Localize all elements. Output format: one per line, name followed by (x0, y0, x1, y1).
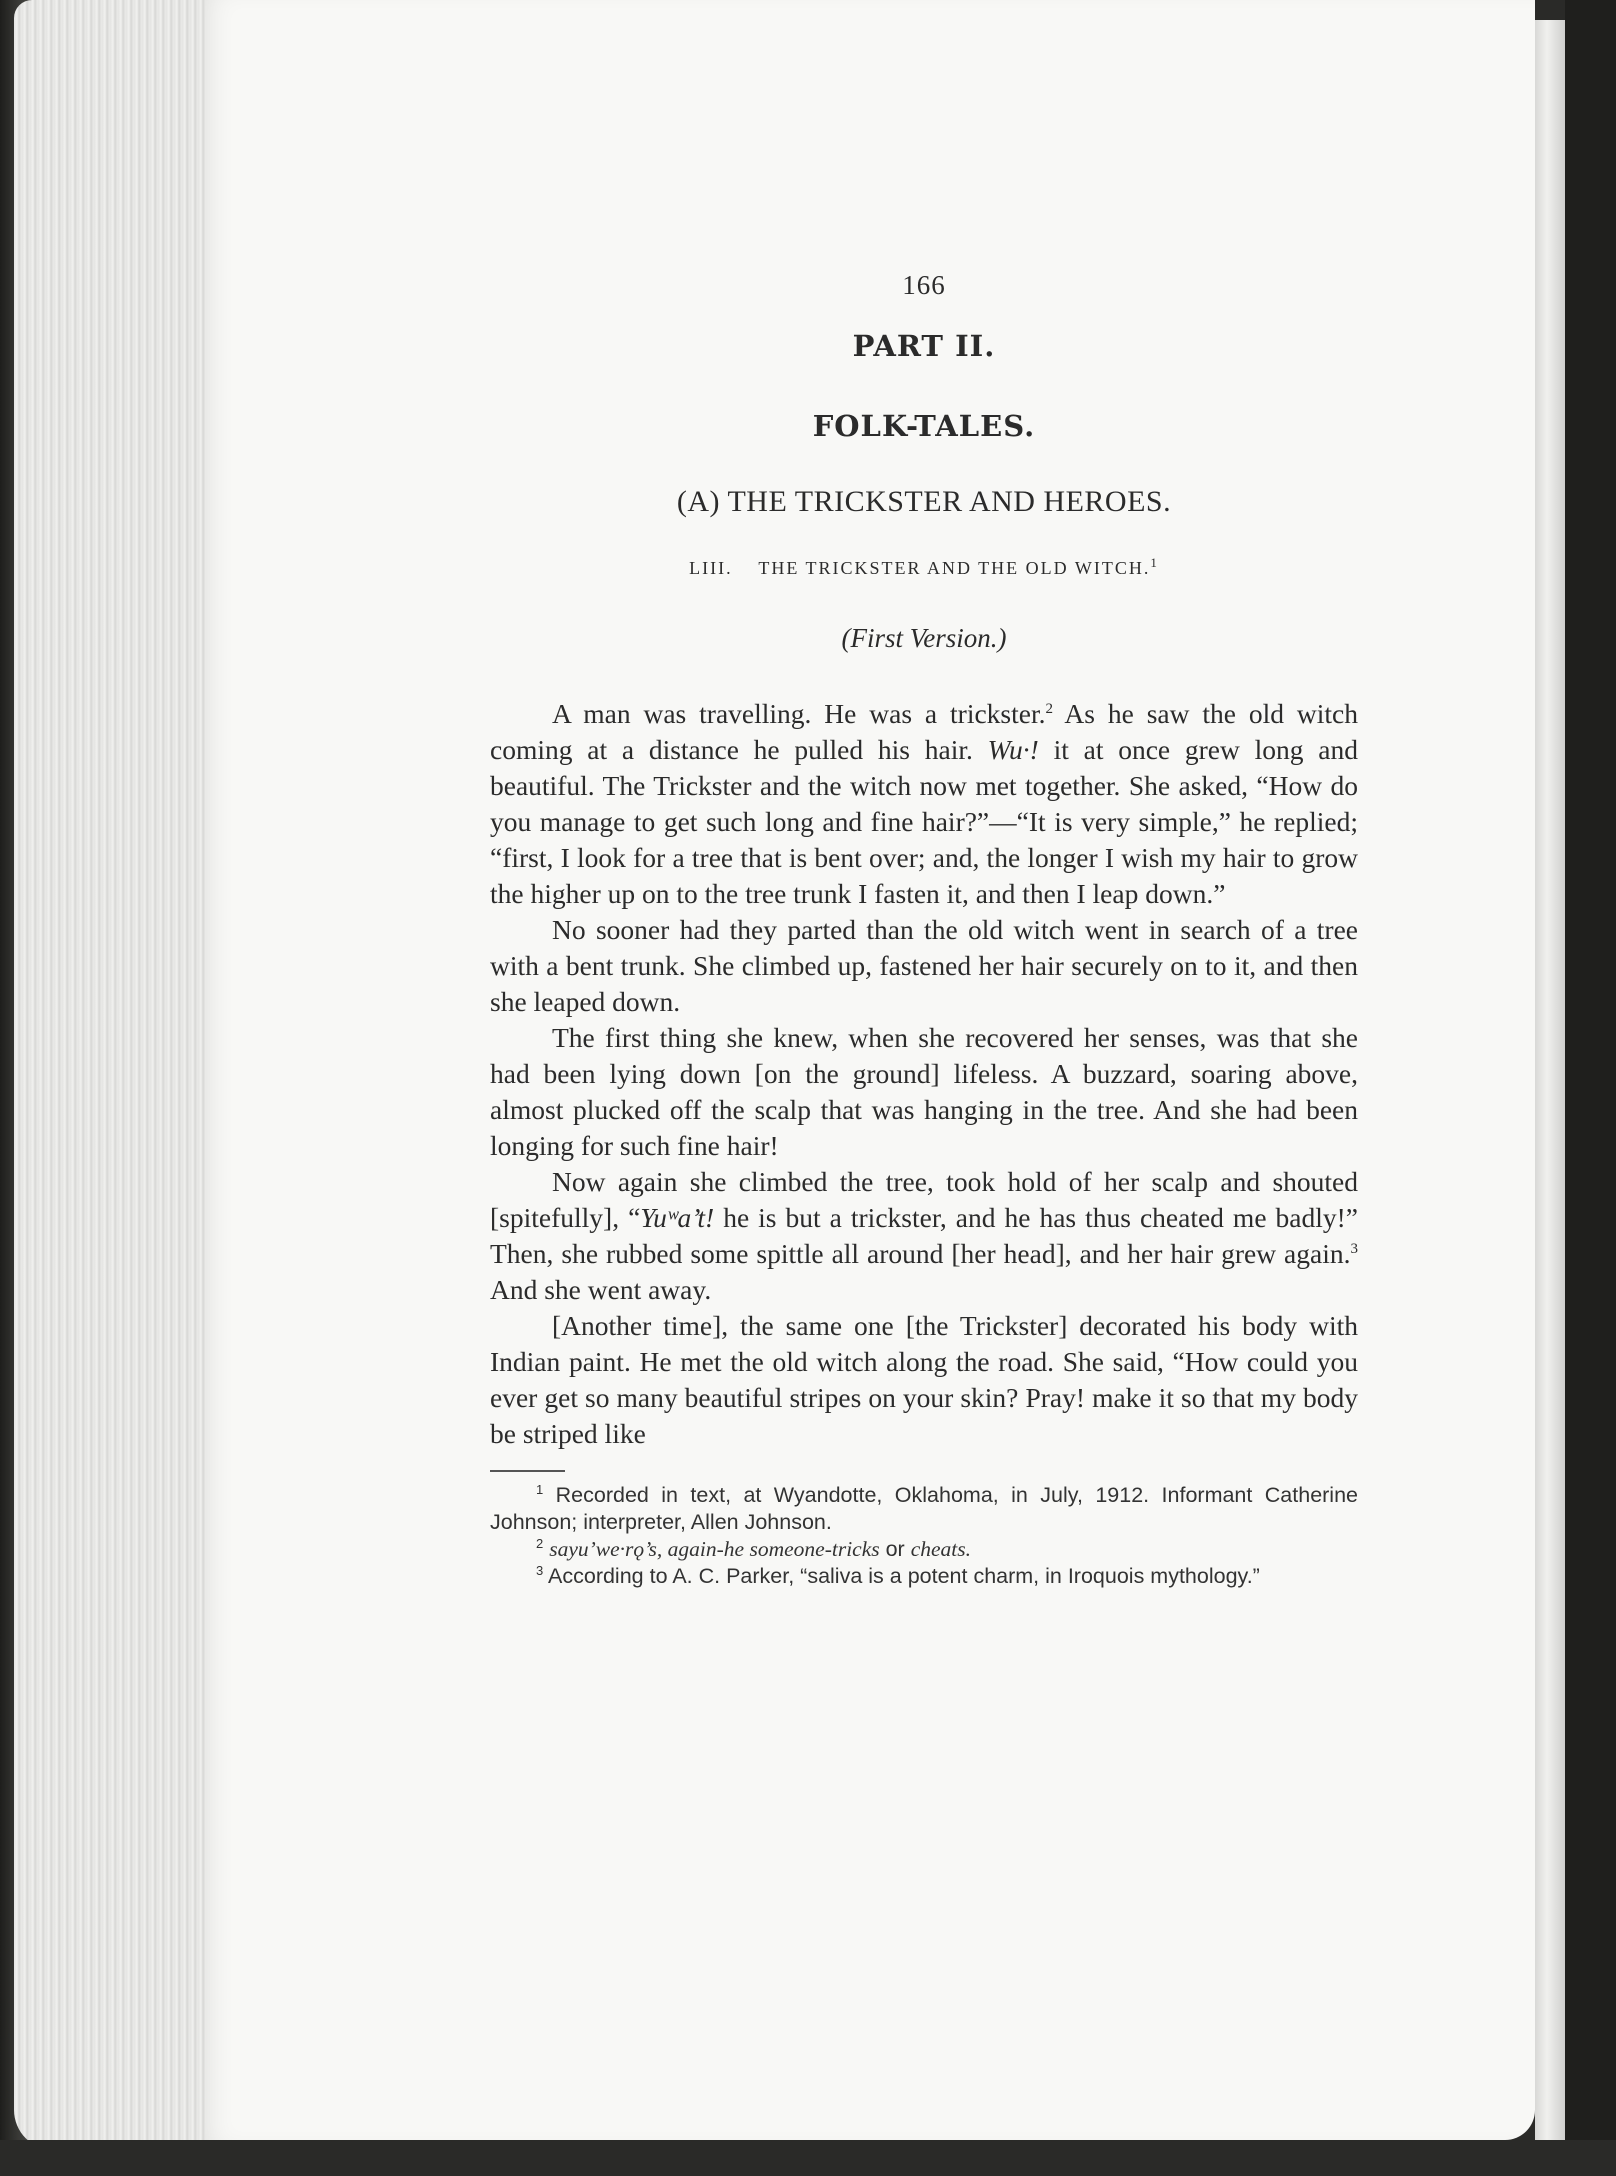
footnote (490, 1536, 1358, 1563)
page-number: 166 (902, 270, 946, 300)
story-title (490, 555, 1358, 579)
story-number: LIII. (689, 558, 733, 578)
text-run: A man was travelling. He was a trickster. (552, 698, 1046, 729)
text-run: As he saw the old witch coming at a distance he pulled his hair. (490, 698, 1358, 765)
paragraph (490, 1164, 1358, 1308)
text-run: According to A. C. Parker, “saliva is a potent charm, in Iroquois mythology.” (543, 1564, 1260, 1588)
paragraph (490, 1308, 1358, 1452)
paragraph (490, 696, 1358, 912)
text-run: sayu’we·rǫ’s, again-he someone-tricks (549, 1537, 880, 1561)
text-run: No sooner had they parted than the old witch went in search of a tree with a bent trunk. She climbed up, fastened her hair securely on to it, and then she leaped down. (490, 914, 1358, 1017)
footnote-ref: 3 (1350, 1240, 1358, 1257)
part-heading: PART II. (852, 329, 996, 363)
version-label: (First Version.) (841, 623, 1007, 653)
page-text (490, 270, 1358, 1590)
footnote-rule (490, 1470, 565, 1472)
paragraph (490, 1020, 1358, 1164)
text-run: Wu·! (987, 734, 1039, 765)
text-run: The first thing she knew, when she recovered her senses, was that she had been lying down [on the ground] lifeless. A buzzard, soaring above, almost plucked off the scalp that was hanging in the tree. And she had been longing for such fine hair! (490, 1022, 1358, 1161)
text-run: cheats. (910, 1537, 972, 1561)
text-run: Recorded in text, at Wyandotte, Oklahoma, in July, 1912. Informant Catherine Johnson; interpreter, Allen Johnson. (490, 1483, 1358, 1534)
footnote (490, 1563, 1358, 1590)
story-title-footnote-ref: 1 (1150, 555, 1159, 570)
section-heading: FOLK-TALES. (812, 409, 1036, 443)
story-body (490, 696, 1358, 1452)
footnote-ref: 2 (1045, 700, 1053, 717)
paragraph (490, 912, 1358, 1020)
footnote-ref: 2 (536, 1535, 544, 1551)
footnote-ref: 1 (536, 1481, 544, 1497)
right-background (1565, 0, 1616, 2176)
next-page-edge (1535, 20, 1565, 2150)
text-run: he is but a trickster, and he has thus cheated me badly!” Then, she rubbed some spittle all around [her head], and her hair grew again. (490, 1202, 1359, 1269)
footnote (490, 1482, 1358, 1536)
text-run: Now again she climbed the tree, took hold of her scalp and shouted [spitefully], “ (490, 1166, 1358, 1233)
text-run: [Another time], the same one [the Trickster] decorated his body with Indian paint. He met the old witch along the road. She said, “How could you ever get so many beautiful stripes on your skin? Pray! make it so that my body be striped like (490, 1310, 1358, 1449)
page-edges (14, 0, 214, 2150)
subsection-heading: (A) THE TRICKSTER AND HEROES. (676, 485, 1172, 518)
text-run: it at once grew long and beautiful. The Trickster and the witch now met together. She asked, “How do you manage to get such long and fine hair?”—“It is very simple,” he replied; “first, I look for a tree that is bent over; and, the longer I wish my hair to grow the higher up on to the tree trunk I fasten it, and then I leap down.” (490, 734, 1358, 909)
bottom-background (0, 2140, 1616, 2176)
footnote-ref: 3 (536, 1562, 544, 1578)
story-title-text: THE TRICKSTER AND THE OLD WITCH. (758, 558, 1151, 578)
text-run: Yuʷa’t! (640, 1202, 715, 1233)
footnotes (490, 1482, 1358, 1590)
text-run: And she went away. (490, 1274, 712, 1305)
text-run: or (879, 1537, 911, 1561)
